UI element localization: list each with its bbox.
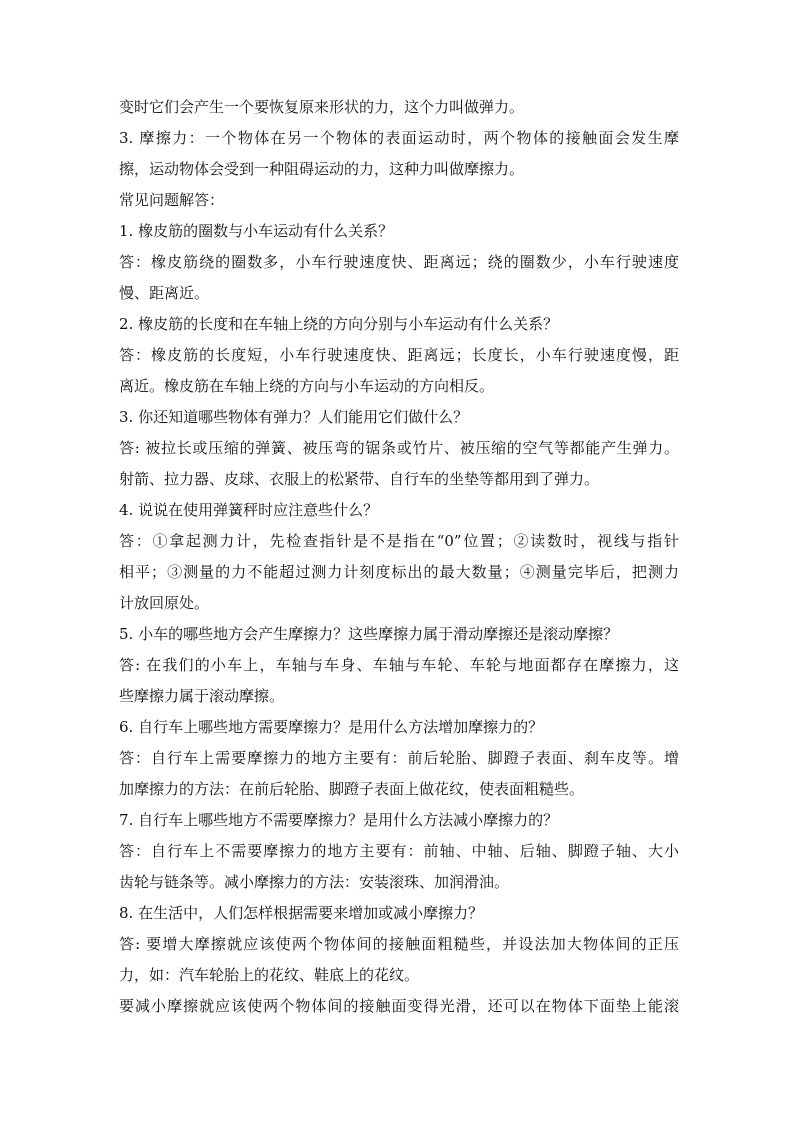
- answer-line: 答：自行车上不需要摩擦力的地方主要有：前轴、中轴、后轴、脚蹬子轴、大小: [119, 842, 679, 860]
- answer-line: 要减小摩擦就应该使两个物体间的接触面变得光滑，还可以在物体下面垫上能滚: [119, 997, 679, 1015]
- answer-line: 些摩擦力属于滚动摩擦。: [119, 687, 285, 705]
- section-heading: 常见问题解答：: [119, 191, 225, 209]
- answer-line: 答：橡皮筋绕的圈数多，小车行驶速度快、距离远；绕的圈数少，小车行驶速度: [119, 253, 679, 271]
- answer-line: 答：自行车上需要摩擦力的地方主要有：前后轮胎、脚蹬子表面、刹车皮等。增: [119, 749, 679, 767]
- question-2: 2. 橡皮筋的长度和在车轴上绕的方向分别与小车运动有什么关系？: [119, 315, 559, 333]
- answer-line: 计放回原处。: [119, 594, 210, 612]
- text-line: 擦，运动物体会受到一种阻碍运动的力，这种力叫做摩擦力。: [119, 160, 525, 178]
- answer-line: 答: 被拉长或压缩的弹簧、被压弯的锯条或竹片、被压缩的空气等都能产生弹力。: [119, 439, 679, 457]
- question-3: 3. 你还知道哪些物体有弹力？人们能用它们做什么？: [119, 408, 469, 426]
- question-1: 1. 橡皮筋的圈数与小车运动有什么关系？: [119, 222, 394, 240]
- answer-line: 答: 要增大摩擦就应该使两个物体间的接触面粗糙些，并设法加大物体间的正压: [119, 935, 679, 953]
- question-7: 7. 自行车上哪些地方不需要摩擦力？是用什么方法减小摩擦力的？: [119, 811, 559, 829]
- answer-line: 答: 在我们的小车上，车轴与车身、车轴与车轮、车轮与地面都存在摩擦力，这: [119, 656, 679, 674]
- answer-line: 慢、距离近。: [119, 284, 210, 302]
- question-5: 5. 小车的哪些地方会产生摩擦力？这些摩擦力属于滑动摩擦还是滚动摩擦？: [119, 625, 619, 643]
- question-6: 6. 自行车上哪些地方需要摩擦力？是用什么方法增加摩擦力的？: [119, 718, 544, 736]
- answer-line: 答：橡皮筋的长度短，小车行驶速度快、距离远；长度长，小车行驶速度慢，距: [119, 346, 679, 364]
- answer-line: 齿轮与链条等。减小摩擦力的方法：安装滚珠、加润滑油。: [119, 873, 510, 891]
- document-page: [119, 92, 679, 1022]
- text-line: 变时它们会产生一个要恢复原来形状的力，这个力叫做弹力。: [119, 98, 525, 116]
- answer-line: 相平；③测量的力不能超过测力计刻度标出的最大数量；④测量完毕后，把测力: [119, 563, 679, 581]
- answer-line: 加摩擦力的方法：在前后轮胎、脚蹬子表面上做花纹，使表面粗糙些。: [119, 780, 585, 798]
- question-4: 4. 说说在使用弹簧秤时应注意些什么？: [119, 501, 379, 519]
- answer-line: 答：①拿起测力计，先检查指针是不是指在“0”位置；②读数时，视线与指针: [119, 532, 679, 550]
- text-line: 3. 摩擦力：一个物体在另一个物体的表面运动时，两个物体的接触面会发生摩: [119, 129, 679, 147]
- answer-line: 射箭、拉力器、皮球、衣服上的松紧带、自行车的坐垫等都用到了弹力。: [119, 470, 600, 488]
- answer-line: 离近。橡皮筋在车轴上绕的方向与小车运动的方向相反。: [119, 377, 495, 395]
- question-8: 8. 在生活中，人们怎样根据需要来增加或减小摩擦力？: [119, 904, 484, 922]
- answer-line: 力，如：汽车轮胎上的花纹、鞋底上的花纹。: [119, 966, 420, 984]
